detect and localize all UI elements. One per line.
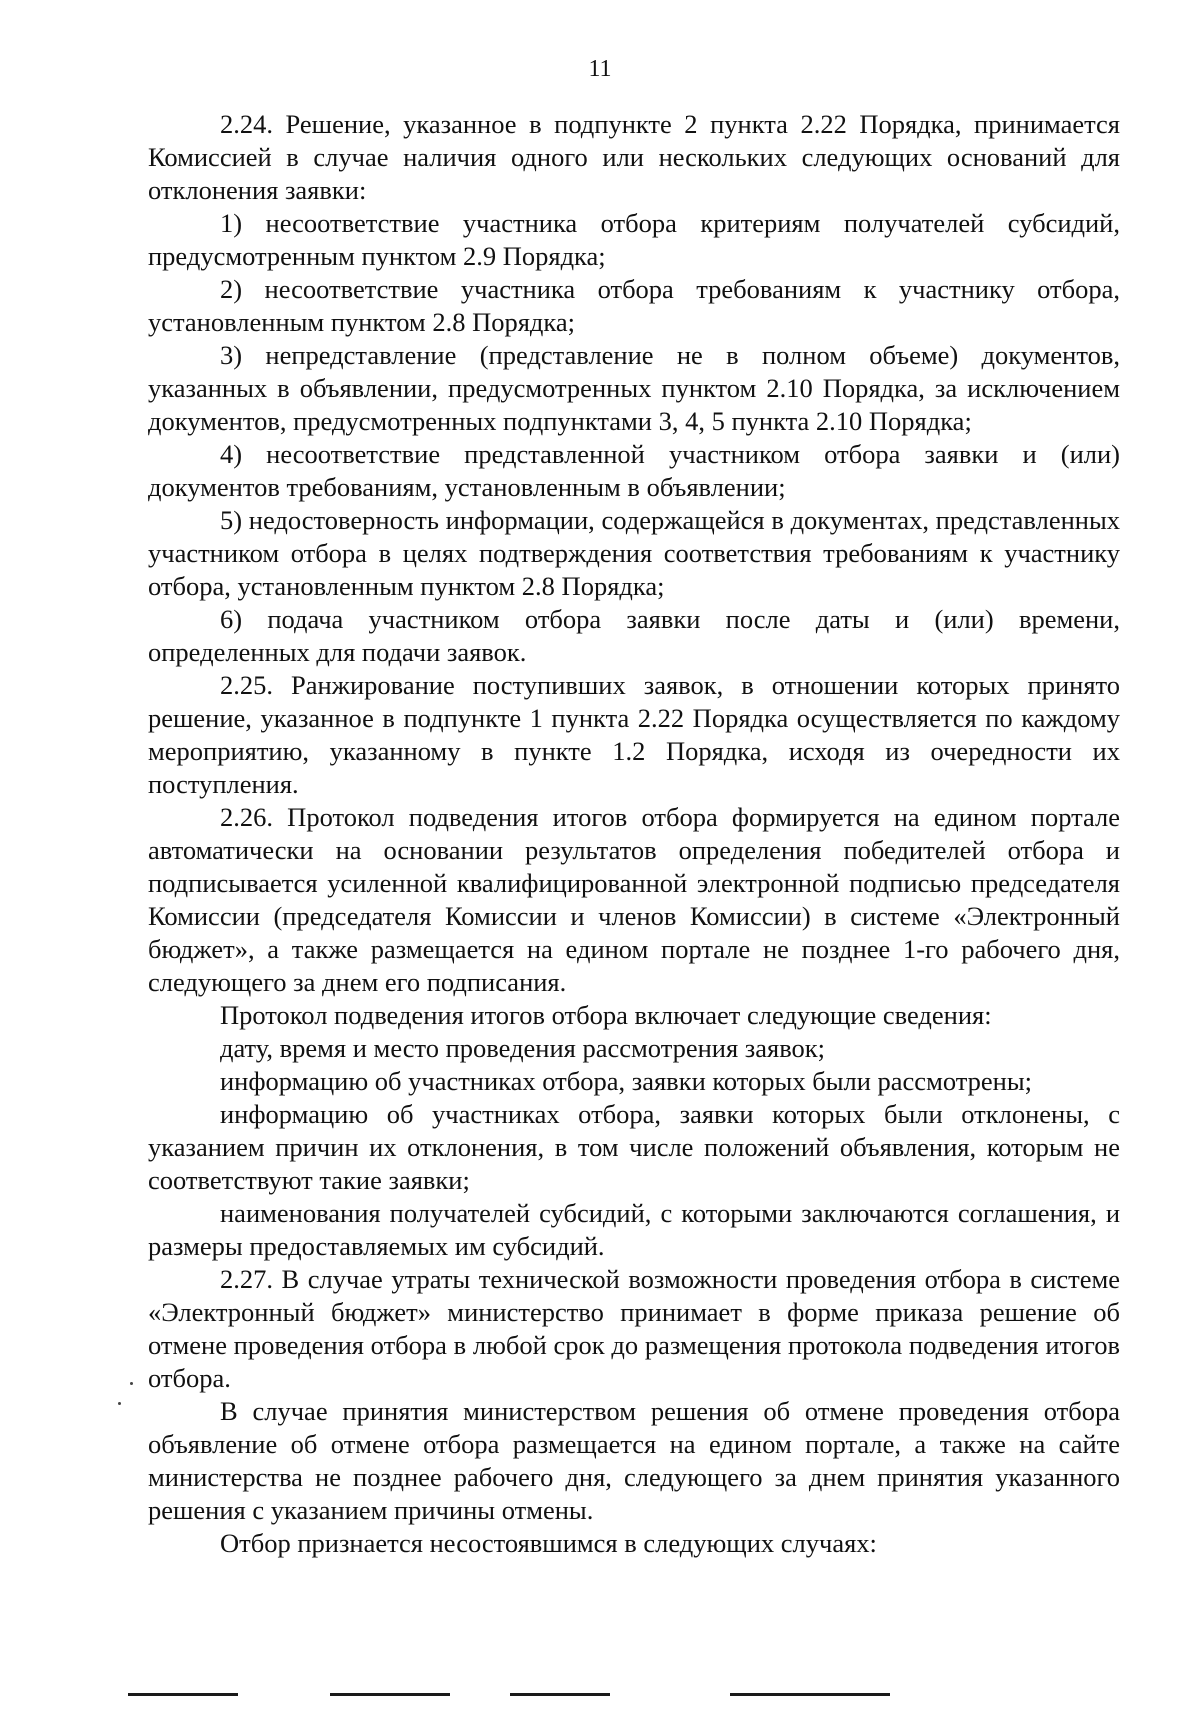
list-item-5: 5) недостоверность информации, содержащейся в документах, представленных участником отбора в целях подтверждения соответствия требованиям к участнику отбора, установленным пунктом 2.8 Порядка; xyxy=(148,505,1120,601)
protocol-item-rejected: информацию об участниках отбора, заявки которых были отклонены, с указанием причин их отклонения, в том числе положений объявления, которым не соответствуют такие заявки; xyxy=(148,1099,1120,1195)
list-item-2: 2) несоответствие участника отбора требованиям к участнику отбора, установленным пунктом 2.8 Порядка; xyxy=(148,274,1120,337)
list-item-4: 4) несоответствие представленной участником отбора заявки и (или) документов требованиям, установленным в объявлении; xyxy=(148,439,1120,502)
paragraph-2-24: 2.24. Решение, указанное в подпункте 2 пункта 2.22 Порядка, принимается Комиссией в случае наличия одного или нескольких следующих оснований для отклонения заявки: xyxy=(148,109,1120,205)
protocol-item-recipients: наименования получателей субсидий, с которыми заключаются соглашения, и размеры предоставляемых им субсидий. xyxy=(148,1198,1120,1261)
page-number: 11 xyxy=(588,56,612,82)
list-item-1: 1) несоответствие участника отбора критериям получателей субсидий, предусмотренным пунктом 2.9 Порядка; xyxy=(148,208,1120,271)
paragraph-cancellation: В случае принятия министерством решения об отмене проведения отбора объявление об отмене отбора размещается на едином портале, а также на сайте министерства не позднее рабочего дня, следующего за днем принятия указанного решения с указанием причины отмены. xyxy=(148,1396,1120,1525)
scan-edge-mark xyxy=(510,1693,610,1696)
protocol-intro: Протокол подведения итогов отбора включает следующие сведения: xyxy=(220,1000,992,1030)
protocol-item-reviewed: информацию об участниках отбора, заявки которых были рассмотрены; xyxy=(220,1066,1033,1096)
paragraph-2-27: 2.27. В случае утраты технической возможности проведения отбора в системе «Электронный бюджет» министерство принимает в форме приказа решение об отмене проведения отбора в любой срок до размещения протокола подведения итогов отбора. xyxy=(148,1264,1120,1393)
list-item-3: 3) непредставление (представление не в полном объеме) документов, указанных в объявлении, предусмотренных пунктом 2.10 Порядка, за исключением документов, предусмотренных подпунктами 3, 4, 5 пункта 2.10 Порядка; xyxy=(148,340,1120,436)
paragraph-2-26: 2.26. Протокол подведения итогов отбора формируется на едином портале автоматически на основании результатов определения победителей отбора и подписывается усиленной квалифицированной электронной подписью председателя Комиссии (председателя Комиссии и членов Комиссии) в системе «Электронный бюджет», а также размещается на едином портале не позднее 1-го рабочего дня, следующего за днем его подписания. xyxy=(148,802,1120,997)
scan-edge-mark xyxy=(730,1693,890,1696)
scan-edge-mark xyxy=(128,1693,238,1696)
list-item-6: 6) подача участником отбора заявки после даты и (или) времени, определенных для подачи заявок. xyxy=(148,604,1120,667)
paragraph-2-25: 2.25. Ранжирование поступивших заявок, в отношении которых принято решение, указанное в подпункте 1 пункта 2.22 Порядка осуществляется по каждому мероприятию, указанному в пункте 1.2 Порядка, исходя из очередности их поступления. xyxy=(148,670,1120,799)
scan-edge-mark xyxy=(330,1693,450,1696)
paragraph-failed-selection: Отбор признается несостоявшимся в следующих случаях: xyxy=(220,1528,877,1558)
scan-speck xyxy=(130,1382,133,1385)
protocol-item-date: дату, время и место проведения рассмотрения заявок; xyxy=(220,1033,826,1063)
document-body xyxy=(148,108,1120,1560)
scan-speck xyxy=(118,1402,121,1405)
